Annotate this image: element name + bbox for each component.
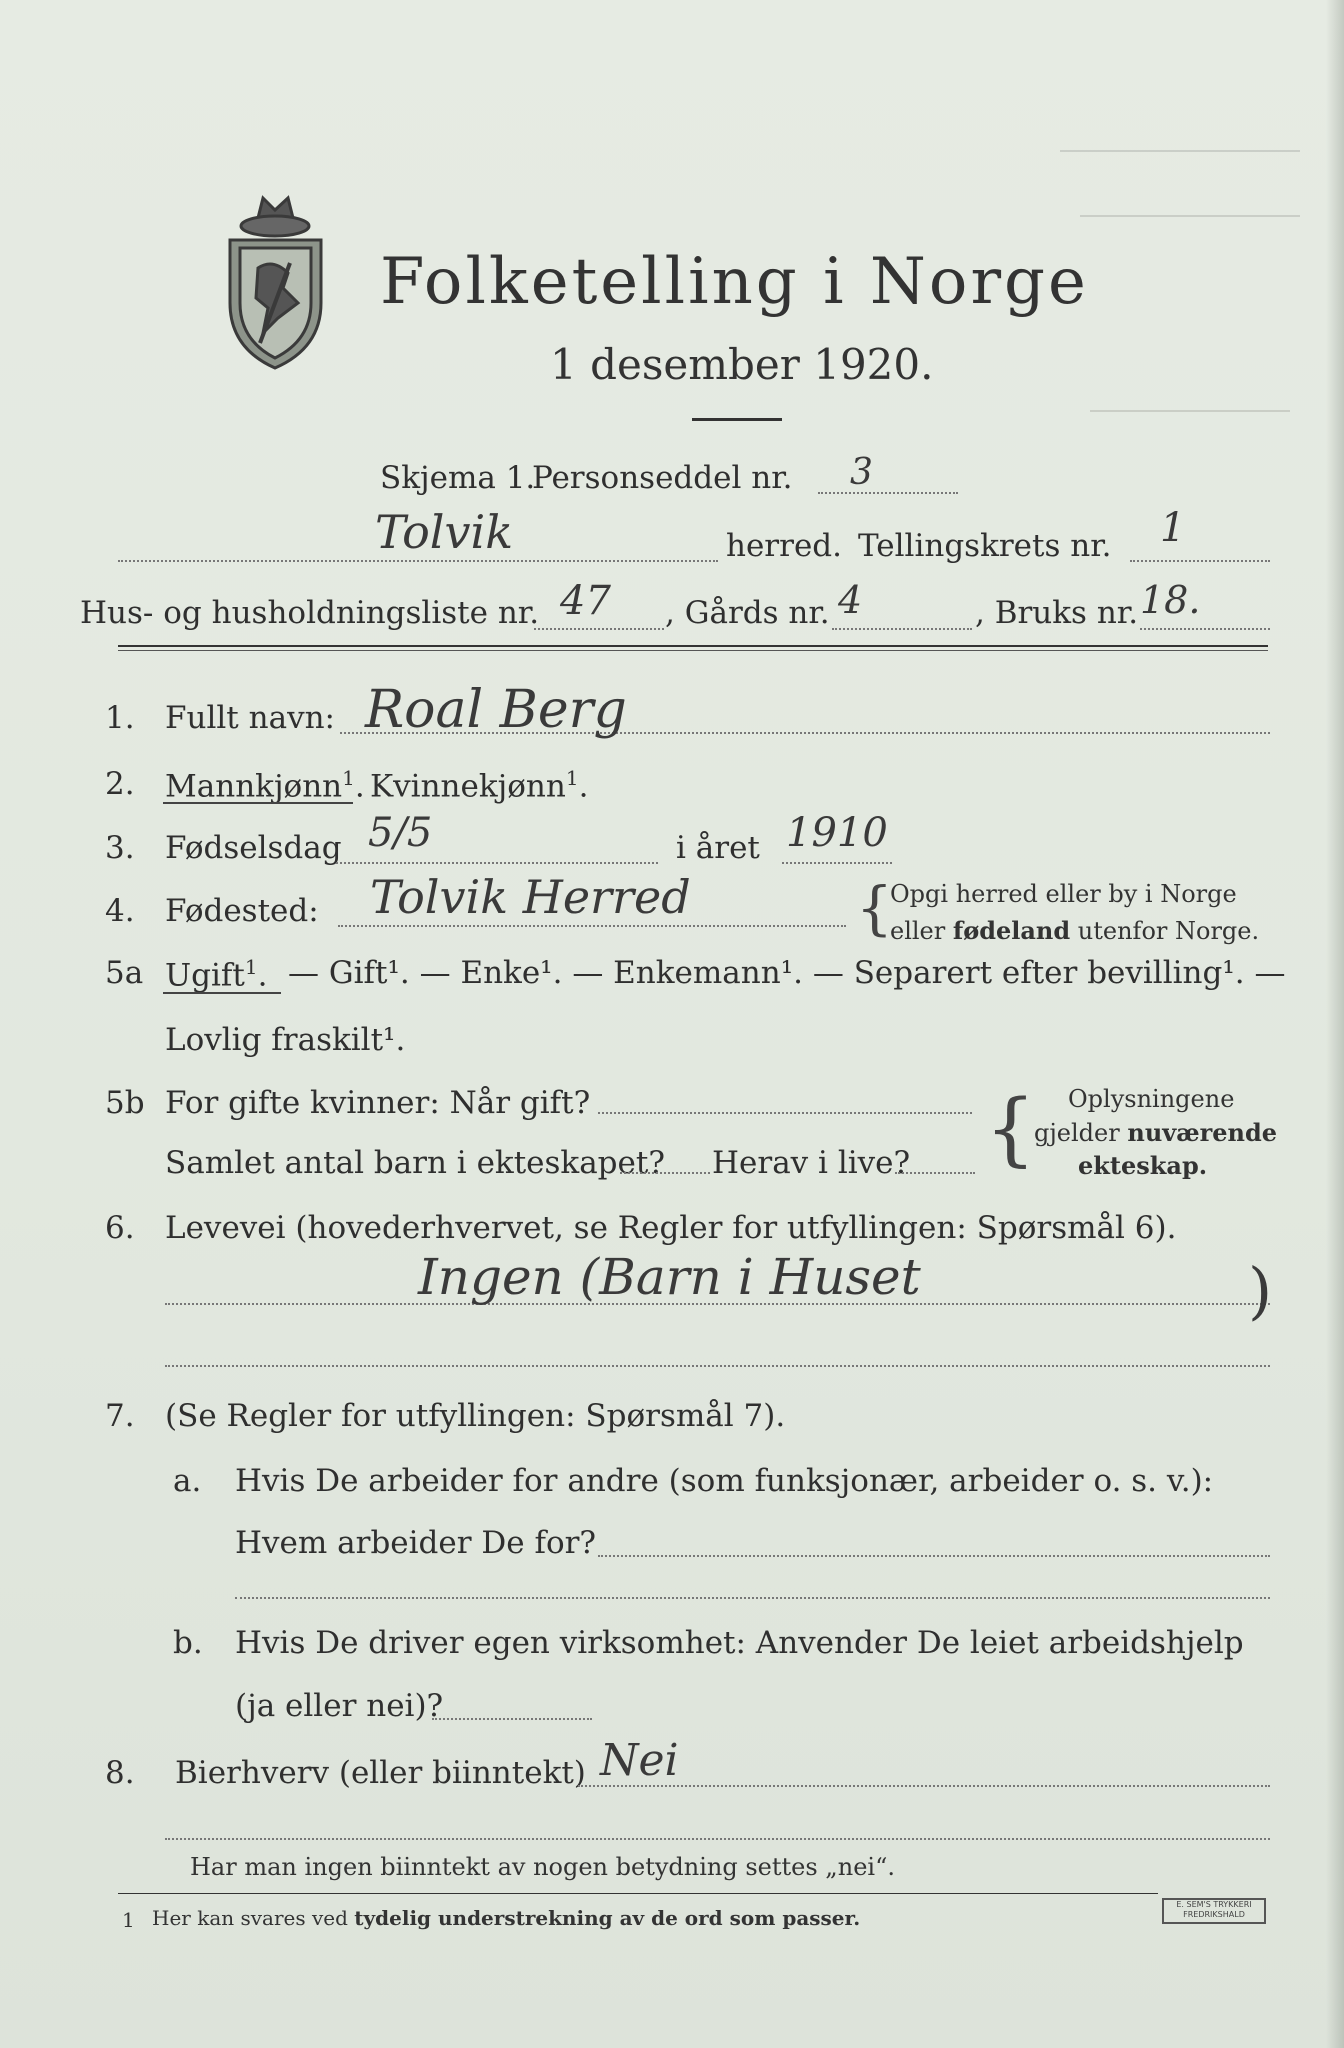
herred-value[interactable]: Tolvik bbox=[375, 505, 514, 559]
printer-stamp: E. SEM'S TRYKKERI FREDRIKSHALD bbox=[1162, 1898, 1266, 1924]
married-date-field[interactable] bbox=[598, 1112, 972, 1114]
form-date: 1 desember 1920. bbox=[550, 340, 934, 389]
tellingskrets-label: Tellingskrets nr. bbox=[858, 528, 1112, 564]
q7a-number: a. bbox=[173, 1463, 202, 1499]
q5a-number: 5a bbox=[105, 955, 144, 991]
personseddel-label: Personseddel nr. bbox=[532, 460, 793, 496]
gender-female-option[interactable]: Kvinnekjønn$^1$. bbox=[370, 766, 589, 805]
q1-number: 1. bbox=[105, 700, 135, 736]
marital-selected-mark bbox=[163, 992, 281, 994]
bruks-label: , Bruks nr. bbox=[975, 595, 1139, 631]
header-separator bbox=[118, 645, 1268, 651]
q5b-number: 5b bbox=[105, 1085, 145, 1121]
bruks-value[interactable]: 18. bbox=[1140, 578, 1201, 622]
occupation-line-2[interactable] bbox=[165, 1365, 1270, 1367]
form-title: Folketelling i Norge bbox=[380, 245, 1089, 319]
q5b-note-3: ekteskap. bbox=[1078, 1151, 1208, 1180]
q4-number: 4. bbox=[105, 893, 135, 929]
q7a-label-2: Hvem arbeider De for? bbox=[235, 1525, 597, 1561]
gender-male-option[interactable]: Mannkjønn$^1$. bbox=[165, 766, 365, 805]
q3-year-label: i året bbox=[676, 830, 760, 866]
personseddel-value[interactable]: 3 bbox=[850, 452, 873, 493]
marital-unmarried-option[interactable]: Ugift$^1$. bbox=[165, 955, 268, 994]
husliste-value[interactable]: 47 bbox=[560, 578, 611, 624]
marital-other-options[interactable]: — Gift¹. — Enke¹. — Enkemann¹. — Separert efter bevilling¹. — bbox=[288, 955, 1286, 991]
q7b-number: b. bbox=[173, 1625, 203, 1661]
occupation-value[interactable]: Ingen (Barn i Huset bbox=[418, 1248, 921, 1306]
q5b-note-1: Oplysningene bbox=[1068, 1085, 1235, 1113]
footnote-number: 1 bbox=[122, 1908, 135, 1932]
children-alive-field[interactable] bbox=[895, 1172, 975, 1174]
q4-label: Fødested: bbox=[165, 893, 319, 929]
skjema-label: Skjema 1. bbox=[380, 460, 536, 496]
q5b-brace: { bbox=[985, 1082, 1036, 1175]
hired-help-field[interactable] bbox=[432, 1718, 592, 1720]
norway-coat-of-arms-icon bbox=[218, 188, 333, 373]
q4-note-1: Opgi herred eller by i Norge bbox=[890, 880, 1237, 908]
gards-value[interactable]: 4 bbox=[838, 578, 863, 622]
q4-brace: { bbox=[856, 874, 893, 942]
children-count-field[interactable] bbox=[620, 1172, 710, 1174]
q5b-label-married: For gifte kvinner: Når gift? bbox=[165, 1085, 591, 1121]
q6-number: 6. bbox=[105, 1210, 135, 1246]
q7a-label: Hvis De arbeider for andre (som funksjonær, arbeider o. s. v.): bbox=[235, 1463, 1214, 1499]
q7-number: 7. bbox=[105, 1398, 135, 1434]
page-edge-shadow bbox=[1326, 0, 1344, 2048]
q7-label: (Se Regler for utfyllingen: Spørsmål 7). bbox=[165, 1398, 786, 1434]
birthplace-value[interactable]: Tolvik Herred bbox=[370, 870, 691, 924]
q6-label: Levevei (hovederhvervet, se Regler for utfyllingen: Spørsmål 6). bbox=[165, 1210, 1177, 1246]
occupation-close-paren: ) bbox=[1248, 1254, 1273, 1327]
q2-number: 2. bbox=[105, 766, 135, 802]
birth-year-value[interactable]: 1910 bbox=[786, 810, 888, 856]
employer-field[interactable] bbox=[598, 1555, 1270, 1557]
title-divider bbox=[692, 418, 782, 421]
q5b-note-2: gjelder nuværende bbox=[1034, 1118, 1278, 1147]
birth-date-value[interactable]: 5/5 bbox=[368, 810, 433, 856]
biinntekt-note: Har man ingen biinntekt av nogen betydning settes „nei“. bbox=[190, 1853, 895, 1881]
gards-label: , Gårds nr. bbox=[665, 595, 830, 631]
q4-note-2: eller fødeland utenfor Norge. bbox=[890, 916, 1260, 945]
side-income-value[interactable]: Nei bbox=[600, 1735, 679, 1786]
q8-number: 8. bbox=[105, 1755, 135, 1791]
q5b-label-children: Samlet antal barn i ekteskapet? bbox=[165, 1145, 665, 1181]
side-income-line-2[interactable] bbox=[165, 1838, 1270, 1840]
footnote-divider bbox=[118, 1893, 1158, 1894]
full-name-value[interactable]: Roal Berg bbox=[365, 680, 627, 740]
q7b-label: Hvis De driver egen virksomhet: Anvender De leiet arbeidshjelp bbox=[235, 1625, 1244, 1661]
q3-number: 3. bbox=[105, 830, 135, 866]
tellingskrets-value[interactable]: 1 bbox=[1160, 505, 1186, 551]
q1-label: Fullt navn: bbox=[165, 700, 335, 736]
q5b-label-alive: Herav i live? bbox=[712, 1145, 911, 1181]
footnote-text: Her kan svares ved tydelig understrekning av de ord som passer. bbox=[152, 1906, 861, 1930]
marital-divorced-option[interactable]: Lovlig fraskilt¹. bbox=[165, 1022, 406, 1058]
q7b-label-2: (ja eller nei)? bbox=[235, 1688, 444, 1724]
q3-label: Fødselsdag bbox=[165, 830, 342, 866]
gender-male-selected-mark bbox=[163, 802, 353, 804]
herred-label: herred. bbox=[726, 528, 842, 564]
husliste-label: Hus- og husholdningsliste nr. bbox=[80, 595, 540, 631]
q8-label: Bierhverv (eller biinntekt) bbox=[175, 1755, 586, 1791]
employer-field-line-2[interactable] bbox=[235, 1597, 1270, 1599]
